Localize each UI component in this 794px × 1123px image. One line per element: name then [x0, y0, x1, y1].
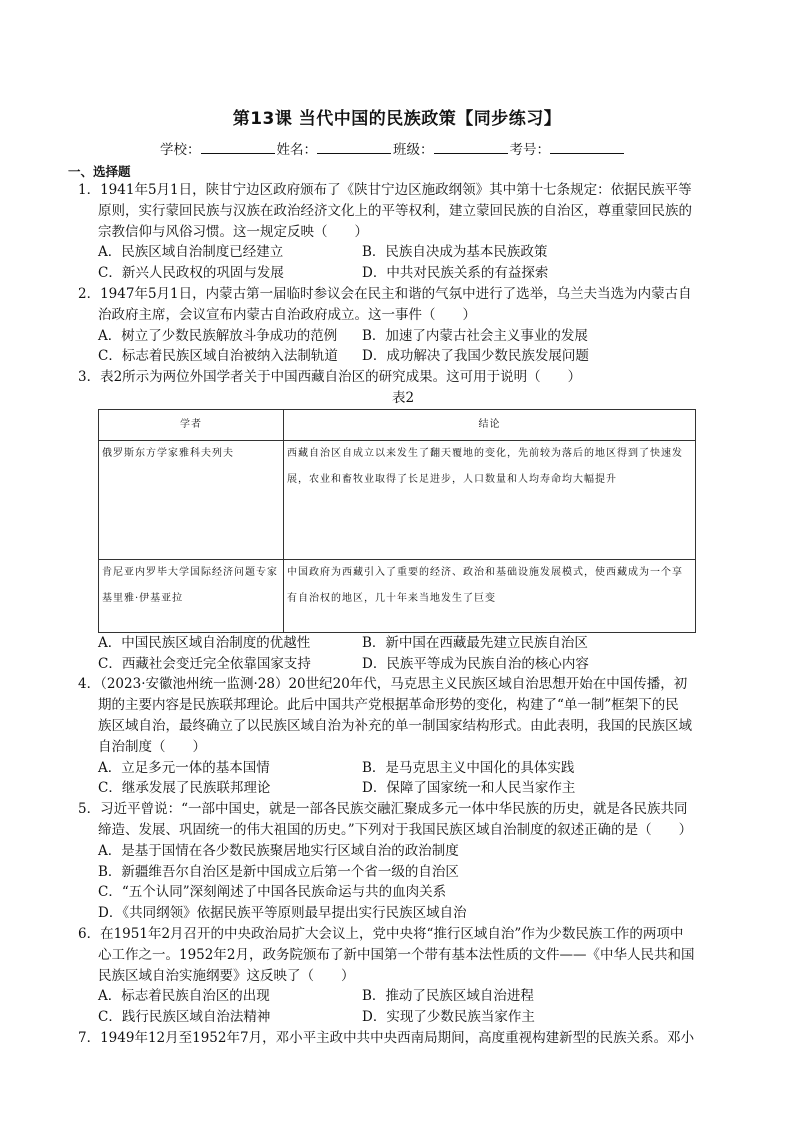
table-cell: 中国政府为西藏引入了重要的经济、政治和基础设施发展模式，使西藏成为一个享有自治权的地区，几十年来当地发生了巨变: [284, 559, 696, 632]
options: [78, 242, 728, 284]
options: [78, 758, 728, 800]
question-line: 宗教信仰与风俗习惯。这一规定反映（ ）: [98, 223, 368, 240]
section-title: 一、选择题: [68, 164, 131, 179]
option-c[interactable]: C．标志着民族区域自治被纳入法制轨道: [98, 348, 338, 365]
options: [78, 986, 728, 1028]
table-cell: 肯尼亚内罗毕大学国际经济问题专家基里雅·伊基亚拉: [99, 559, 284, 632]
table-row: [99, 559, 696, 632]
option-b[interactable]: B．新疆维吾尔自治区是新中国成立后第一个省一级的自治区: [98, 863, 459, 880]
option-b[interactable]: B．民族自决成为基本民族政策: [362, 244, 548, 261]
question-4: [78, 674, 728, 799]
option-b[interactable]: B．新中国在西藏最先建立民族自治区: [362, 634, 588, 651]
question-line: 民族区域自治实施纲要》这反映了（ ）: [98, 967, 355, 984]
option-c[interactable]: C．践行民族区域自治法精神: [98, 1009, 271, 1026]
research-table: [98, 409, 696, 633]
question-line: 原则，实行蒙回民族与汉族在政治经济文化上的平等权利，建立蒙回民族的自治区，尊重蒙回民族的: [98, 202, 692, 219]
option-a[interactable]: A．立足多元一体的基本国情: [98, 759, 270, 776]
school-field[interactable]: [201, 141, 275, 154]
option-d[interactable]: D．保障了国家统一和人民当家作主: [362, 780, 576, 797]
table-cell: 西藏自治区自成立以来发生了翻天覆地的变化，先前较为落后的地区得到了快速发展，农业和畜牧业取得了长足进步，人口数量和人均寿命均大幅提升: [284, 440, 696, 559]
question-line: 2．1947年5月1日，内蒙古第一届临时参议会在民主和谐的气氛中进行了选举，乌兰夫当选为内蒙古自: [78, 285, 692, 302]
table-title: 表2: [391, 389, 415, 406]
options: [78, 633, 728, 675]
id-label: 考号：: [509, 142, 550, 158]
question-7: [78, 1028, 728, 1049]
school-label: 学校：: [160, 142, 201, 158]
option-c[interactable]: C．“五个认同”深刻阐述了中国各民族命运与共的血肉关系: [98, 884, 447, 901]
option-c[interactable]: C．西藏社会变迁完全依靠国家支持: [98, 655, 311, 672]
student-info-line: [160, 138, 626, 158]
option-b[interactable]: B．推动了民族区域自治进程: [362, 988, 534, 1005]
question-line: 3．表2所示为两位外国学者关于中国西藏自治区的研究成果。这可用于说明（ ）: [78, 369, 582, 386]
option-d[interactable]: D．中共对民族关系的有益探索: [362, 265, 549, 282]
option-d[interactable]: D．成功解决了我国少数民族发展问题: [362, 348, 589, 365]
table-row: [99, 440, 696, 559]
option-d[interactable]: D．实现了少数民族当家作主: [362, 1009, 535, 1026]
question-line: 1．1941年5月1日，陕甘宁边区政府颁布了《陕甘宁边区施政纲领》其中第十七条规定：依据民族平等: [78, 182, 692, 198]
option-d[interactable]: D．民族平等成为民族自治的核心内容: [362, 655, 589, 672]
class-field[interactable]: [434, 141, 508, 154]
name-label: 姓名：: [276, 142, 317, 158]
option-b[interactable]: B．是马克思主义中国化的具体实践: [362, 759, 575, 776]
question-line: 族区域自治，最终确立了以民族区域自治为补充的单一制国家结构形式。由此表明，我国的民族区域: [98, 717, 692, 734]
option-a[interactable]: A．标志着民族自治区的出现: [98, 988, 270, 1005]
question-list: [78, 180, 728, 1049]
table-header-row: [99, 409, 696, 440]
question-line: 5．习近平曾说：“一部中国史，就是一部各民族交融汇聚成多元一体中华民族的历史，就是各民族共同: [78, 801, 688, 818]
class-label: 班级：: [393, 142, 434, 158]
question-line: 期的主要内容是民族联邦理论。此后中国共产党根据革命形势的变化，构建了“单一制”框架下的民: [98, 697, 679, 714]
table-cell: 俄罗斯东方学家雅科夫列夫: [99, 440, 284, 559]
name-field[interactable]: [317, 141, 391, 154]
option-a[interactable]: A．民族区域自治制度已经建立: [98, 244, 284, 261]
question-6: [78, 924, 728, 1028]
table-header: 学者: [99, 409, 284, 440]
question-line: 7．1949年12月至1952年7月，邓小平主政中共中央西南局期间，高度重视构建新型的民族关系。邓小: [78, 1029, 695, 1046]
option-b[interactable]: B．加速了内蒙古社会主义事业的发展: [362, 327, 588, 344]
question-line: 6．在1951年2月召开的中央政治局扩大会议上，党中央将“推行区域自治”作为少数民族工作的两项中: [78, 925, 684, 942]
table-header: 结论: [284, 409, 696, 440]
question-2: [78, 284, 728, 367]
id-field[interactable]: [550, 141, 624, 154]
question-1: [78, 180, 728, 284]
options: [78, 326, 728, 368]
question-line: 缔造、发展、巩固统一的伟大祖国的历史。”下列对于我国民族区域自治制度的叙述正确的是（ ）: [98, 821, 693, 838]
question-5: [78, 799, 728, 924]
question-line: 4．（2023·安徽池州统一监测·28）20世纪20年代，马克思主义民族区域自治思想开始在中国传播，初: [78, 676, 688, 693]
option-d[interactable]: D．《共同纲领》依据民族平等原则最早提出实行民族区域自治: [98, 905, 467, 922]
page-title: 第13课 当代中国的民族政策【同步练习】: [232, 109, 562, 129]
question-line: 治政府主席，会议宣布内蒙古自治政府成立。这一事件（ ）: [98, 306, 476, 323]
option-a[interactable]: A．树立了少数民族解放斗争成功的范例: [98, 327, 338, 344]
question-3: [78, 367, 728, 674]
question-line: 自治制度（ ）: [98, 738, 206, 755]
option-c[interactable]: C．新兴人民政权的巩固与发展: [98, 265, 284, 282]
option-a[interactable]: A．是基于国情在各少数民族聚居地实行区域自治的政治制度: [98, 842, 459, 859]
option-a[interactable]: A．中国民族区域自治制度的优越性: [98, 634, 311, 651]
question-line: 心工作之一。1952年2月，政务院颁布了新中国第一个带有基本法性质的文件——《中华人民共和国: [98, 946, 695, 963]
option-c[interactable]: C．继承发展了民族联邦理论: [98, 780, 271, 797]
